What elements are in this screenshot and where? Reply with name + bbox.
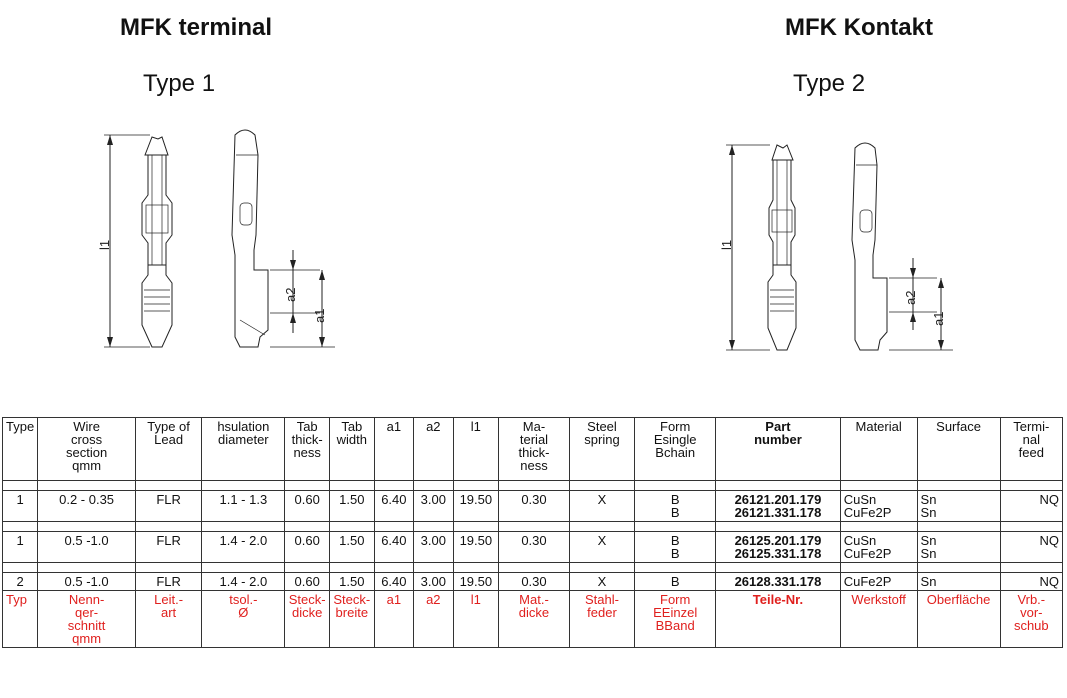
header-tab-width: Tab width bbox=[330, 418, 375, 481]
table-row bbox=[3, 573, 1063, 591]
de-header-lead: Leit.- art bbox=[135, 591, 201, 648]
cell-form: B bbox=[635, 573, 716, 591]
de-header-wire: Nenn- qer- schnitt qmm bbox=[38, 591, 136, 648]
label-a2-type2: a2 bbox=[903, 290, 918, 305]
cell-type: 1 bbox=[3, 491, 38, 522]
cell-a2: 3.00 bbox=[414, 491, 453, 522]
label-a2-type1: a2 bbox=[283, 287, 298, 302]
cell-part-number: 26121.201.179 26121.331.178 bbox=[716, 491, 841, 522]
title-mfk-kontakt: MFK Kontakt bbox=[785, 14, 933, 41]
cell-a1: 6.40 bbox=[374, 491, 413, 522]
cell-l1: 19.50 bbox=[453, 573, 499, 591]
cell-material: CuSn CuFe2P bbox=[840, 491, 917, 522]
cell-a2: 3.00 bbox=[414, 573, 453, 591]
label-l1-type1: l1 bbox=[97, 239, 112, 250]
cell-a1: 6.40 bbox=[374, 532, 413, 563]
header-material-thickness: Ma- terial thick- ness bbox=[499, 418, 570, 481]
cell-form: B B bbox=[635, 491, 716, 522]
cell-l1: 19.50 bbox=[453, 491, 499, 522]
cell-wire: 0.5 -1.0 bbox=[38, 532, 136, 563]
cell-tab-thickness: 0.60 bbox=[285, 491, 330, 522]
table-row bbox=[3, 491, 1063, 522]
cell-insulation: 1.4 - 2.0 bbox=[202, 573, 285, 591]
specification-table bbox=[2, 417, 1063, 648]
de-header-terminal-feed: Vrb.- vor- schub bbox=[1000, 591, 1062, 648]
title-mfk-terminal: MFK terminal bbox=[120, 14, 273, 41]
cell-type: 2 bbox=[3, 573, 38, 591]
de-header-l1: l1 bbox=[453, 591, 499, 648]
type-2-terminal-drawing bbox=[715, 140, 965, 355]
cell-material-thickness: 0.30 bbox=[499, 573, 570, 591]
de-header-a2: a2 bbox=[414, 591, 453, 648]
de-header-material: Werkstoff bbox=[840, 591, 917, 648]
cell-surface: Sn Sn bbox=[917, 532, 1000, 563]
cell-terminal-feed: NQ bbox=[1000, 491, 1062, 522]
header-insulation: hsulation diameter bbox=[202, 418, 285, 481]
cell-steel-spring: X bbox=[569, 532, 634, 563]
subtitle-type-1: Type 1 bbox=[143, 70, 216, 97]
cell-tab-width: 1.50 bbox=[330, 532, 375, 563]
de-header-a1: a1 bbox=[374, 591, 413, 648]
header-lead: Type of Lead bbox=[135, 418, 201, 481]
cell-l1: 19.50 bbox=[453, 532, 499, 563]
cell-lead: FLR bbox=[135, 532, 201, 563]
cell-form: B B bbox=[635, 532, 716, 563]
type-1-terminal-drawing bbox=[90, 125, 350, 360]
table-header-row bbox=[3, 418, 1063, 481]
cell-terminal-feed: NQ bbox=[1000, 532, 1062, 563]
header-type: Type bbox=[3, 418, 38, 481]
cell-lead: FLR bbox=[135, 573, 201, 591]
cell-lead: FLR bbox=[135, 491, 201, 522]
header-material: Material bbox=[840, 418, 917, 481]
label-l1-type2: l1 bbox=[719, 239, 734, 250]
de-header-steel-spring: Stahl- feder bbox=[569, 591, 634, 648]
cell-steel-spring: X bbox=[569, 573, 634, 591]
cell-tab-width: 1.50 bbox=[330, 491, 375, 522]
header-wire: Wire cross section qmm bbox=[38, 418, 136, 481]
cell-surface: Sn Sn bbox=[917, 491, 1000, 522]
de-header-surface: Oberfläche bbox=[917, 591, 1000, 648]
header-terminal-feed: Termi- nal feed bbox=[1000, 418, 1062, 481]
de-header-type: Typ bbox=[3, 591, 38, 648]
cell-wire: 0.5 -1.0 bbox=[38, 573, 136, 591]
cell-surface: Sn bbox=[917, 573, 1000, 591]
header-form: Form Esingle Bchain bbox=[635, 418, 716, 481]
cell-material-thickness: 0.30 bbox=[499, 491, 570, 522]
cell-material: CuSn CuFe2P bbox=[840, 532, 917, 563]
de-header-part-number: Teile-Nr. bbox=[716, 591, 841, 648]
cell-material-thickness: 0.30 bbox=[499, 532, 570, 563]
cell-wire: 0.2 - 0.35 bbox=[38, 491, 136, 522]
cell-type: 1 bbox=[3, 532, 38, 563]
cell-terminal-feed: NQ bbox=[1000, 573, 1062, 591]
header-part-number: Part number bbox=[716, 418, 841, 481]
cell-a1: 6.40 bbox=[374, 573, 413, 591]
cell-material: CuFe2P bbox=[840, 573, 917, 591]
cell-steel-spring: X bbox=[569, 491, 634, 522]
cell-insulation: 1.1 - 1.3 bbox=[202, 491, 285, 522]
header-steel-spring: Steel spring bbox=[569, 418, 634, 481]
cell-part-number: 26128.331.178 bbox=[716, 573, 841, 591]
german-header-row bbox=[3, 591, 1063, 648]
header-a1: a1 bbox=[374, 418, 413, 481]
de-header-insulation: tsol.- Ø bbox=[202, 591, 285, 648]
de-header-tab-width: Steck- breite bbox=[330, 591, 375, 648]
subtitle-type-2: Type 2 bbox=[793, 70, 866, 97]
label-a1-type2: a1 bbox=[931, 311, 946, 326]
cell-part-number: 26125.201.179 26125.331.178 bbox=[716, 532, 841, 563]
cell-tab-width: 1.50 bbox=[330, 573, 375, 591]
header-a2: a2 bbox=[414, 418, 453, 481]
de-header-tab-thickness: Steck- dicke bbox=[285, 591, 330, 648]
de-header-form: Form EEinzel BBand bbox=[635, 591, 716, 648]
cell-tab-thickness: 0.60 bbox=[285, 532, 330, 563]
de-header-material-thickness: Mat.- dicke bbox=[499, 591, 570, 648]
label-a1-type1: a1 bbox=[312, 308, 327, 323]
header-surface: Surface bbox=[917, 418, 1000, 481]
header-l1: l1 bbox=[453, 418, 499, 481]
header-tab-thickness: Tab thick- ness bbox=[285, 418, 330, 481]
cell-a2: 3.00 bbox=[414, 532, 453, 563]
cell-insulation: 1.4 - 2.0 bbox=[202, 532, 285, 563]
table-row bbox=[3, 532, 1063, 563]
cell-tab-thickness: 0.60 bbox=[285, 573, 330, 591]
